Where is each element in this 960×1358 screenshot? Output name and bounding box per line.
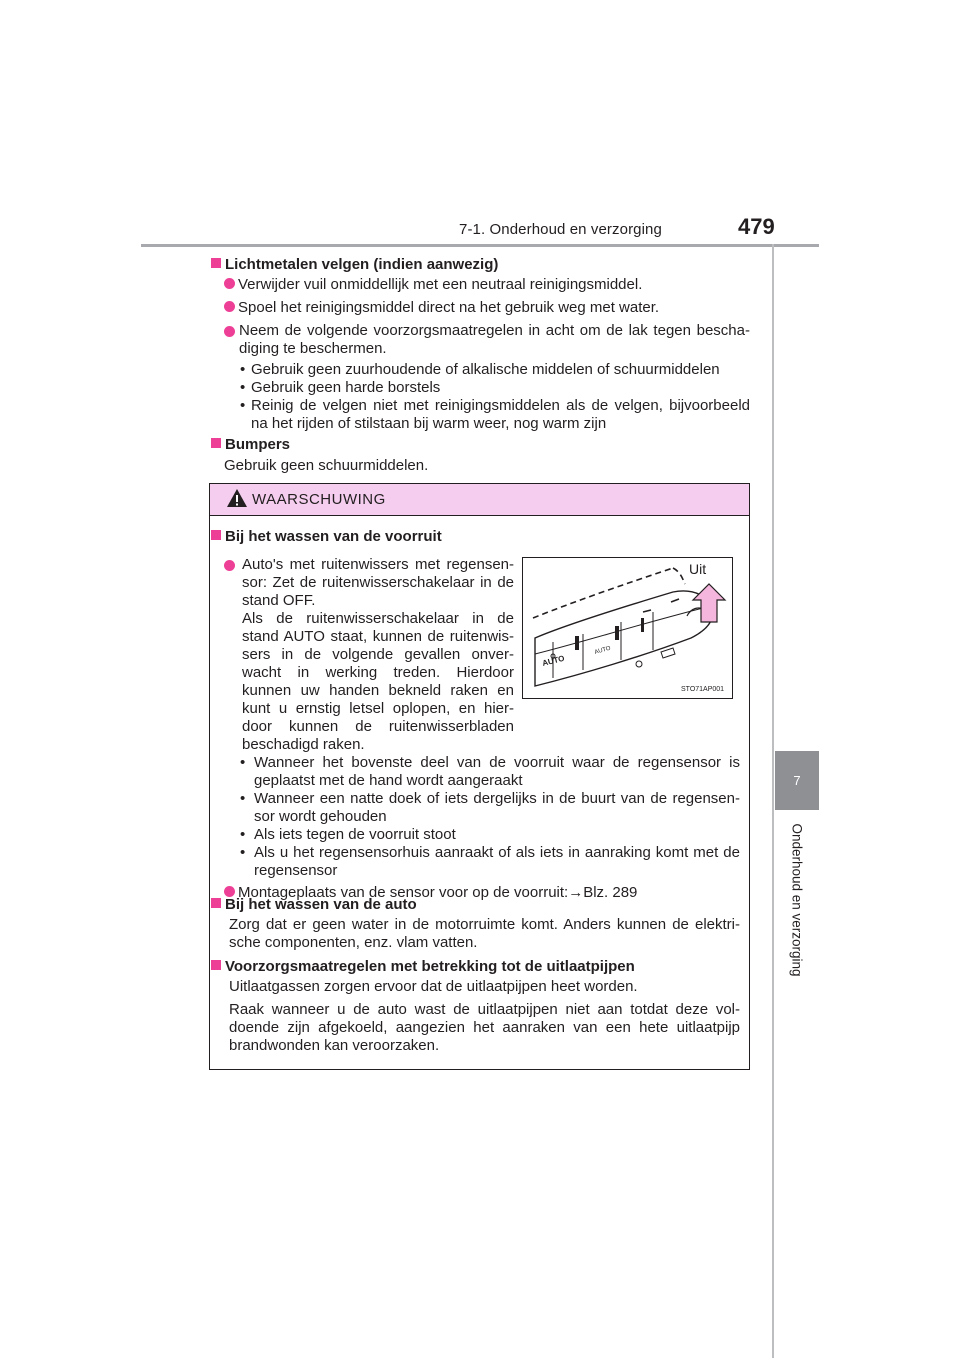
- rain-sensor-text-cont: Als de ruitenwisserschakelaar in de stand AUTO staat, kunnen de ruitenwis-sers in de volgende gevallen onver-wacht in werking treden. Hierdoor kunnen uw handen bekneld raken en kunt u ernstig letsel oplopen, en hier-door kunnen de ruitenwisserbladen beschadigd raken.: [242, 610, 514, 753]
- bullet-dot-icon: [224, 301, 235, 312]
- section-square-icon: [211, 960, 221, 970]
- bullet-dot-icon: [224, 326, 235, 337]
- ws-sub-3: [240, 826, 740, 844]
- alloy-sub-2-text: Gebruik geen harde borstels: [251, 379, 441, 396]
- section-square-icon: [211, 898, 221, 908]
- mount-item-text: Montageplaats van de sensor voor op de voorruit:: [238, 884, 569, 901]
- sub-bullet: •: [240, 826, 246, 843]
- alloy-sub-1: [240, 361, 750, 379]
- windshield-heading-text: Bij het wassen van de voorruit: [225, 528, 442, 545]
- wiper-switch-drawing: [523, 558, 732, 698]
- sub-bullet: •: [240, 844, 246, 861]
- alloy-item-3-text: Neem de volgende voorzorgsmaatregelen in acht om de lak tegen bescha-diging te beschermen.: [239, 322, 750, 357]
- bullet-dot-icon: [224, 560, 235, 571]
- car-wash-heading: [211, 896, 417, 914]
- car-wash-text: Zorg dat er geen water in de motorruimte komt. Anders kunnen de elektri-sche componenten, enz. vlam vatten.: [229, 916, 740, 951]
- sub-bullet: •: [240, 397, 246, 414]
- section-square-icon: [211, 438, 221, 448]
- exhaust-heading: [211, 958, 635, 976]
- exhaust-text-2: Raak wanneer u de auto wast de uitlaatpijpen niet aan totdat deze vol-doende zijn afgekoeld, aangezien het aanraken van een hete uitlaatpijp brandwonden kan veroorzaken.: [229, 1001, 740, 1054]
- chapter-label: [775, 815, 819, 985]
- chapter-number: 7: [793, 773, 801, 788]
- alloy-sub-1-text: Gebruik geen zuurhoudende of alkalische middelen of schuurmiddelen: [251, 361, 720, 378]
- bumpers-heading: [211, 436, 290, 454]
- rain-sensor-text: Auto's met ruitenwissers met regensen-sor: Zet de ruitenwisserschakelaar in de stand OFF.: [242, 556, 514, 609]
- ws-sub-2-text: Wanneer een natte doek of iets dergelijks in de buurt van de regensen-sor wordt gehouden: [254, 790, 740, 825]
- sub-bullet: •: [240, 754, 246, 771]
- figure-code: STO71AP001: [681, 686, 725, 693]
- section-square-icon: [211, 258, 221, 268]
- bullet-dot-icon: [224, 278, 235, 289]
- alloy-item-1-text: Verwijder vuil onmiddellijk met een neutraal reinigingsmiddel.: [238, 276, 643, 293]
- alloy-item-2-text: Spoel het reinigingsmiddel direct na het gebruik weg met water.: [238, 299, 660, 316]
- alloy-item-1: [224, 276, 750, 294]
- alloy-heading: [211, 256, 498, 274]
- alloy-sub-3-text: Reinig de velgen niet met reinigingsmiddelen als de velgen, bijvoorbeeld na het rijden of stilstaan bij warm weer, nog warm zijn: [251, 397, 750, 432]
- warning-title: WAARSCHUWING: [252, 491, 386, 508]
- alloy-sub-2: [240, 379, 750, 397]
- windshield-heading: [211, 528, 442, 546]
- side-divider: [772, 244, 774, 1358]
- sub-bullet: •: [240, 790, 246, 807]
- alloy-item-2: [224, 299, 750, 317]
- warning-triangle-icon: [226, 488, 248, 508]
- chapter-label-text: Onderhoud en verzorging: [789, 823, 805, 977]
- ws-sub-1-text: Wanneer het bovenste deel van de voorruit waar de regensensor is geplaatst met de hand wordt aangeraakt: [254, 754, 740, 789]
- exhaust-heading-text: Voorzorgsmaatregelen met betrekking tot de uitlaatpijpen: [225, 958, 635, 975]
- chapter-tab[interactable]: [775, 751, 819, 810]
- rain-sensor-item: [224, 556, 514, 754]
- ws-sub-2: [240, 790, 740, 826]
- sub-bullet: •: [240, 379, 246, 396]
- auto-label-1: AUTO: [541, 653, 566, 668]
- alloy-item-3: [224, 322, 750, 358]
- page-number: 479: [738, 214, 775, 239]
- section-title: 7-1. Onderhoud en verzorging: [459, 221, 662, 238]
- arrow-ref-icon: →: [568, 884, 584, 901]
- mount-page-link[interactable]: Blz. 289: [583, 884, 638, 901]
- car-wash-heading-text: Bij het wassen van de auto: [225, 896, 417, 913]
- auto-label-2: AUTO: [593, 645, 612, 656]
- bumpers-text: Gebruik geen schuurmiddelen.: [224, 457, 429, 474]
- ws-sub-3-text: Als iets tegen de voorruit stoot: [254, 826, 456, 843]
- exhaust-text-1: Uitlaatgassen zorgen ervoor dat de uitlaatpijpen heet worden.: [229, 978, 638, 995]
- figure-label-uit: Uit: [689, 561, 707, 577]
- wiper-switch-illustration: [522, 557, 733, 699]
- section-square-icon: [211, 530, 221, 540]
- header-rule: [141, 244, 819, 247]
- ws-sub-4-text: Als u het regensensorhuis aanraakt of als iets in aanraking komt met de regensensor: [254, 844, 740, 879]
- alloy-sub-3: [240, 397, 750, 433]
- sub-bullet: •: [240, 361, 246, 378]
- bumpers-heading-text: Bumpers: [225, 436, 291, 453]
- ws-sub-1: [240, 754, 740, 790]
- ws-sub-4: [240, 844, 740, 880]
- alloy-heading-text: Lichtmetalen velgen (indien aanwezig): [225, 256, 499, 273]
